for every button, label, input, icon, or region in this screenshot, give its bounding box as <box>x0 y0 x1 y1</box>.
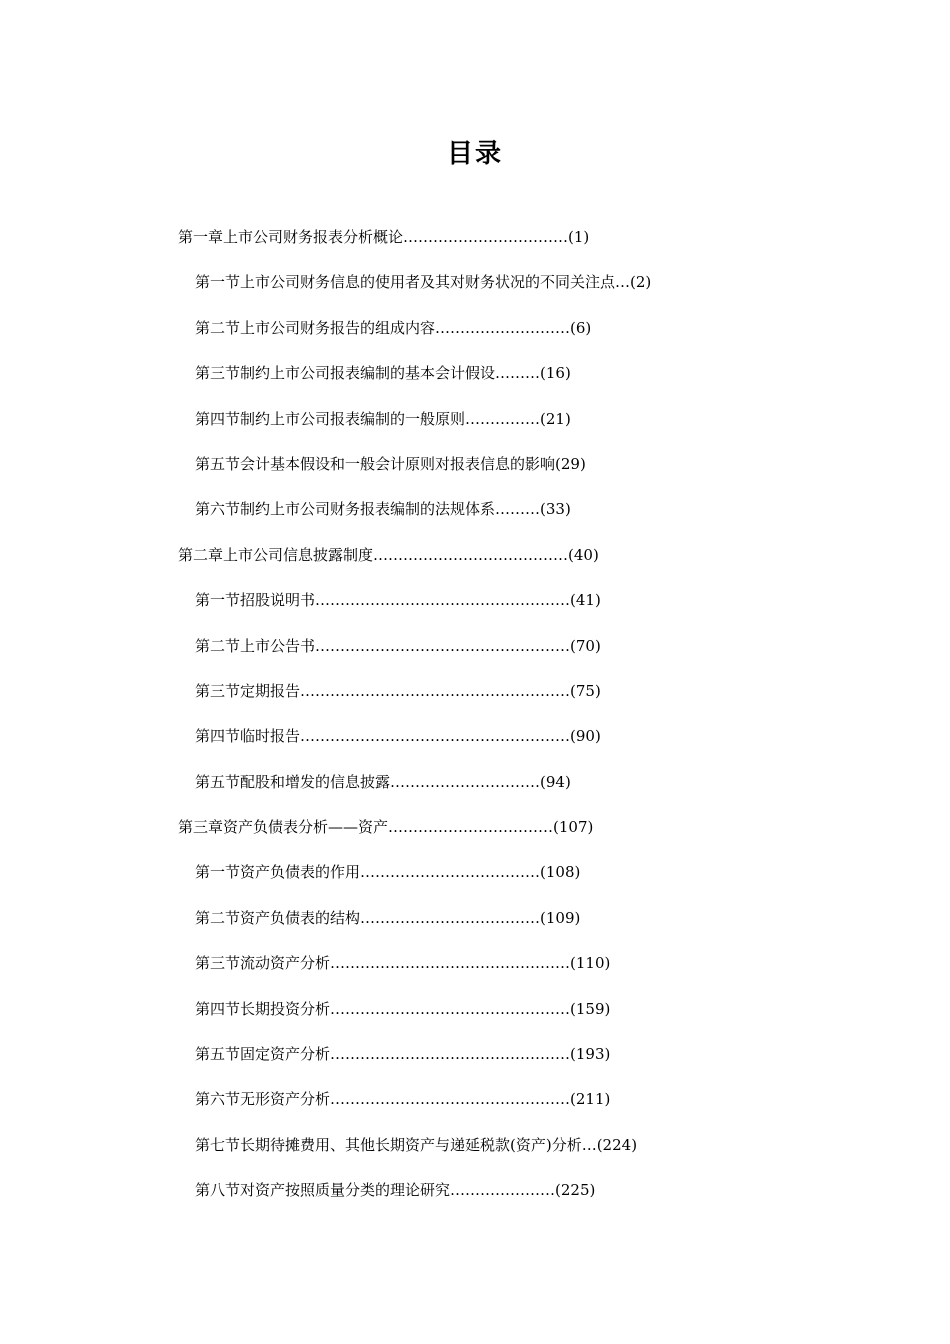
toc-section-entry: 第五节配股和增发的信息披露…………………………(94) <box>195 772 571 791</box>
toc-section-entry: 第四节临时报告………………………………………………(90) <box>195 727 601 746</box>
toc-section-entry: 第八节对资产按照质量分类的理论研究…………………(225) <box>195 1181 596 1200</box>
page-title: 目录 <box>446 139 503 169</box>
toc-section-entry: 第一节资产负债表的作用………………………………(108) <box>195 863 581 882</box>
toc-section-entry: 第三节制约上市公司报表编制的基本会计假设………(16) <box>195 364 571 383</box>
toc-section-entry: 第四节制约上市公司报表编制的一般原则……………(21) <box>195 409 571 428</box>
toc-section-entry: 第六节无形资产分析…………………………………………(211) <box>195 1090 611 1109</box>
toc-chapter-entry: 第一章上市公司财务报表分析概论……………………………(1) <box>178 228 590 246</box>
toc-section-entry: 第五节固定资产分析…………………………………………(193) <box>195 1045 611 1064</box>
toc-section-entry: 第七节长期待摊费用、其他长期资产与递延税款(资产)分析…(224) <box>195 1135 638 1154</box>
toc-section-entry: 第三节流动资产分析…………………………………………(110) <box>195 954 611 973</box>
toc-section-entry: 第三节定期报告………………………………………………(75) <box>195 681 601 700</box>
toc-section-entry: 第二节上市公告书……………………………………………(70) <box>195 636 601 655</box>
table-of-contents <box>0 222 950 1221</box>
toc-chapter-entry: 第三章资产负债表分析——资产……………………………(107) <box>178 818 594 837</box>
toc-section-entry: 第二节上市公司财务报告的组成内容………………………(6) <box>195 318 592 337</box>
toc-section-entry: 第五节会计基本假设和一般会计原则对报表信息的影响(29) <box>195 454 586 473</box>
toc-section-entry: 第一节上市公司财务信息的使用者及其对财务状况的不同关注点…(2) <box>195 273 652 292</box>
toc-section-entry: 第六节制约上市公司财务报表编制的法规体系………(33) <box>195 500 571 519</box>
toc-section-entry: 第一节招股说明书……………………………………………(41) <box>195 591 601 610</box>
toc-section-entry: 第二节资产负债表的结构………………………………(109) <box>195 908 581 927</box>
toc-chapter-entry: 第二章上市公司信息披露制度…………………………………(40) <box>178 545 599 564</box>
toc-section-entry: 第四节长期投资分析…………………………………………(159) <box>195 999 611 1018</box>
